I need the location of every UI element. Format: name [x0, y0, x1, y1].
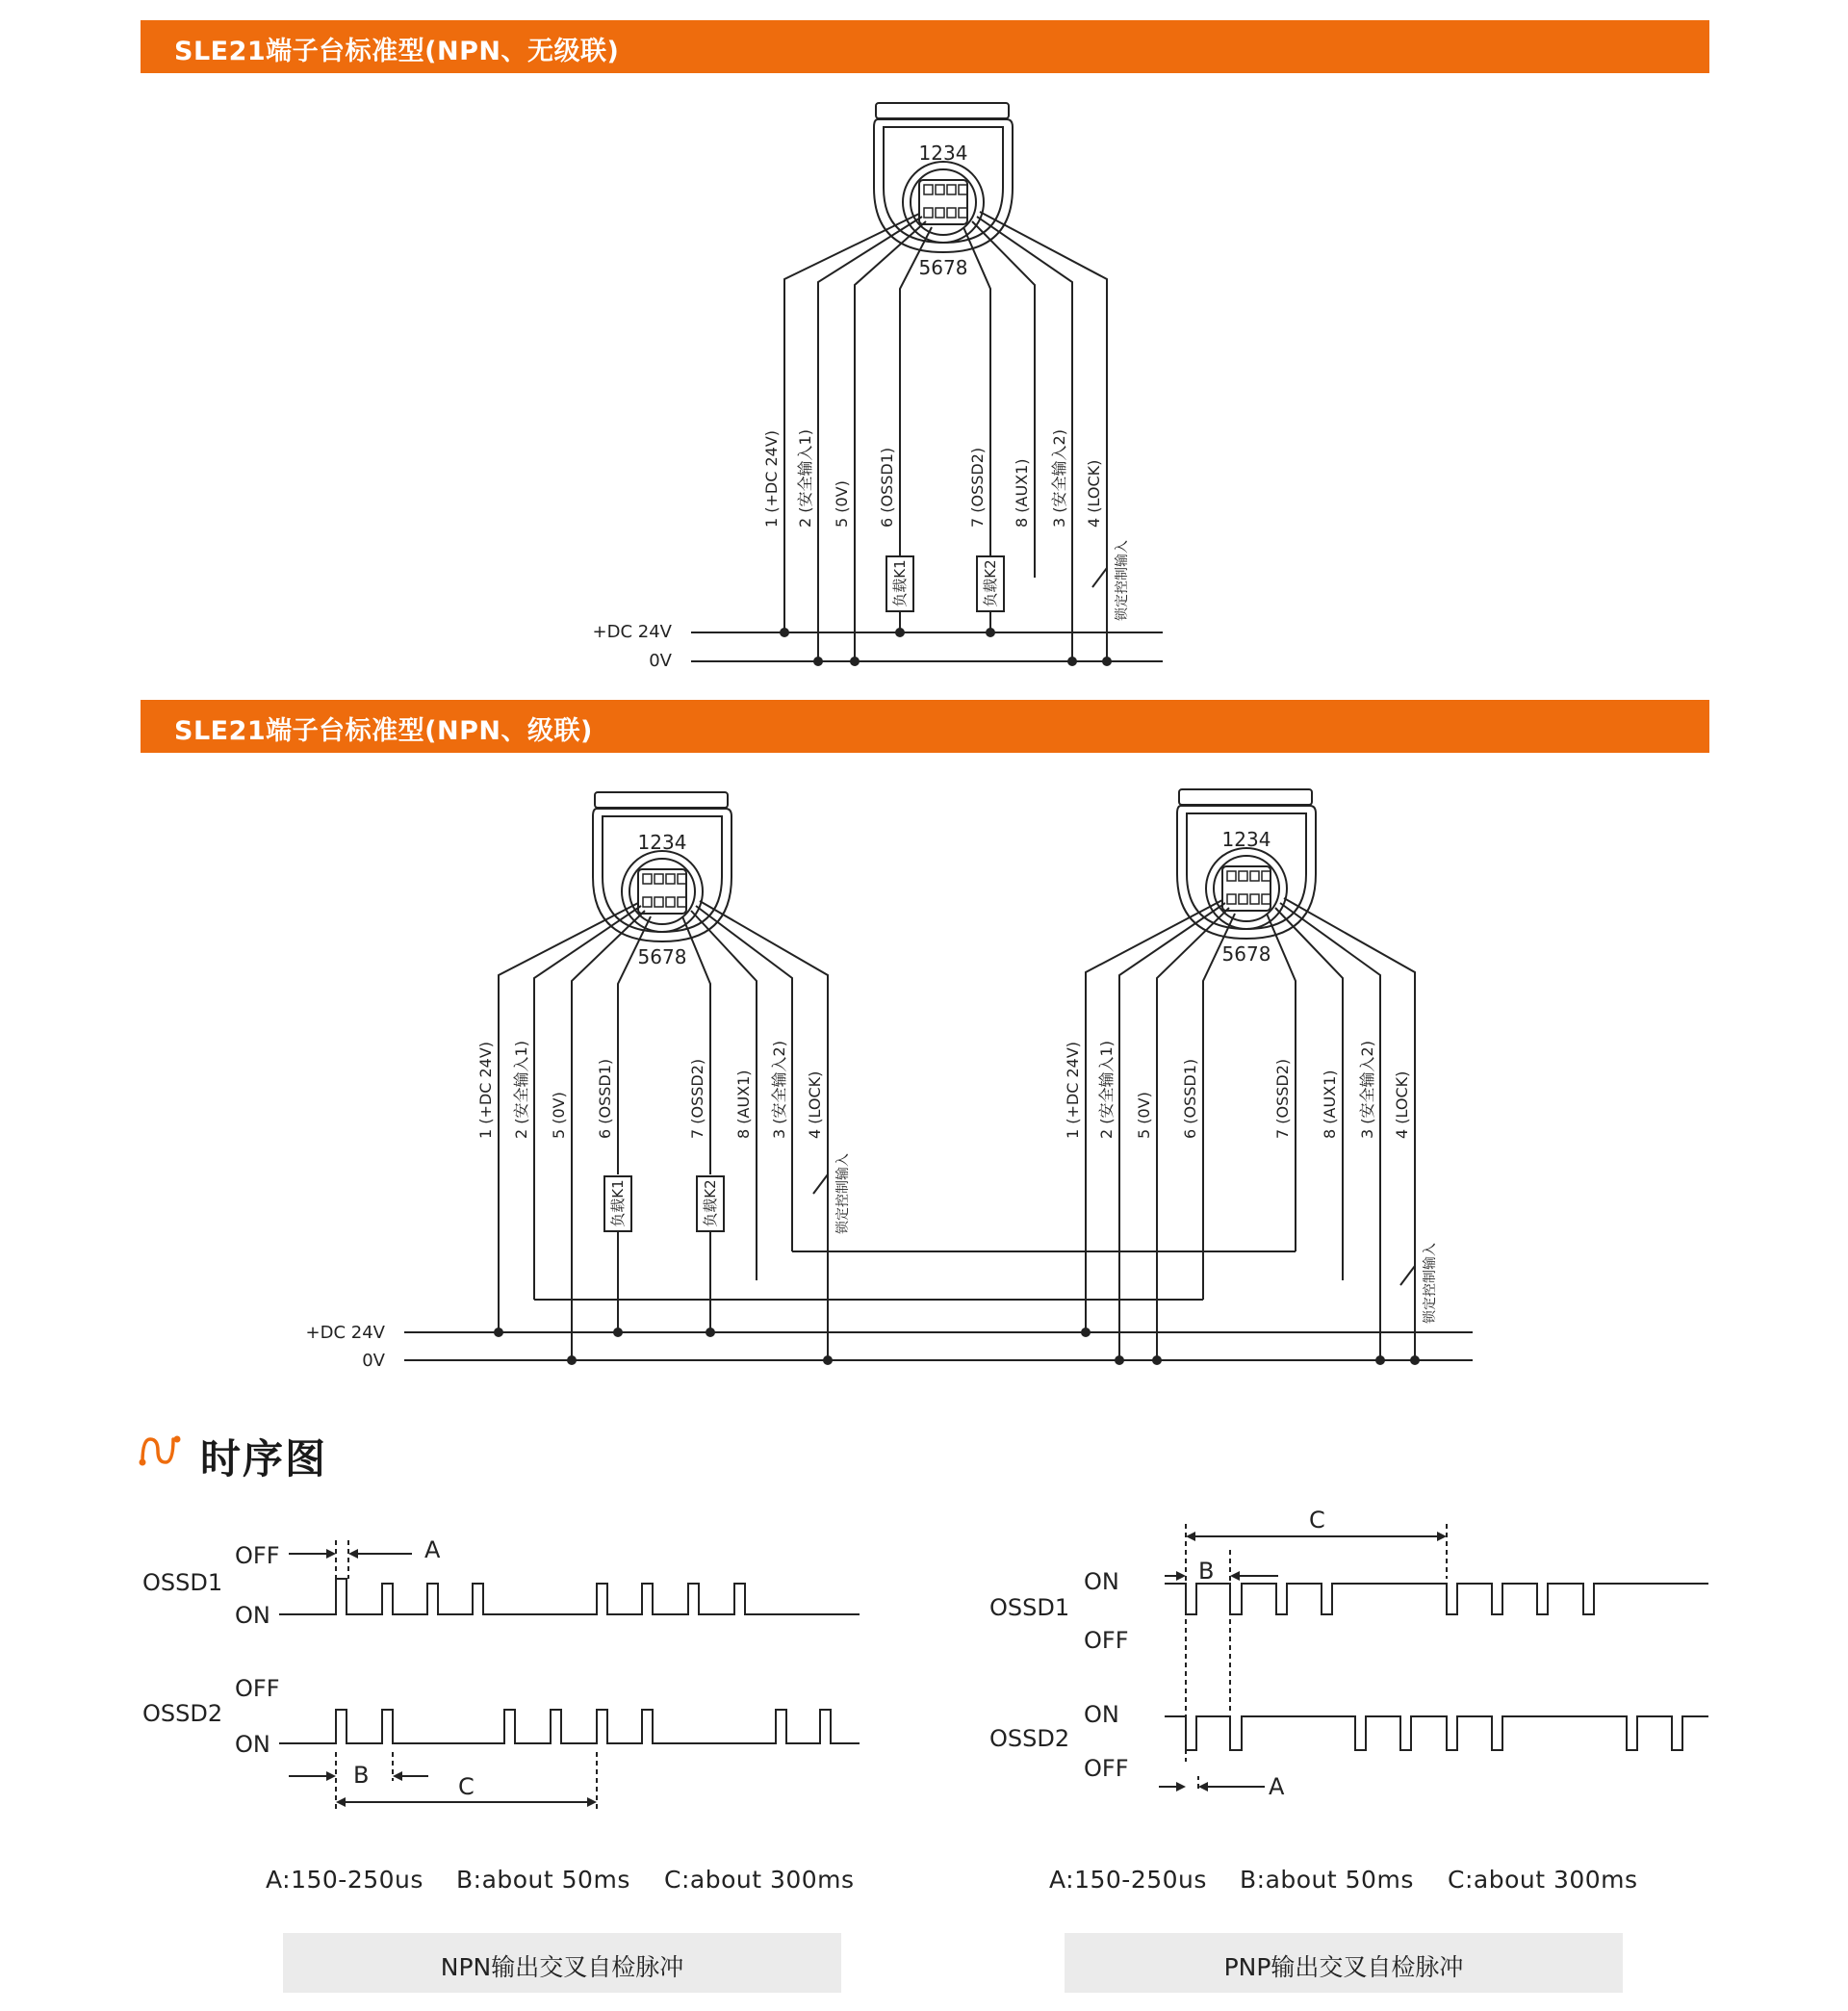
pnp-ossd1-on: ON — [1084, 1568, 1119, 1595]
pnp-legend-a: A:150-250us — [1049, 1866, 1207, 1894]
wire-b-label-5: 5 (0V) — [1135, 1092, 1153, 1139]
npn-dim-c: C — [458, 1773, 475, 1800]
wire-label-7: 7 (OSSD2) — [968, 447, 987, 528]
load-k2-label-cascade: 负载K2 — [702, 1179, 719, 1227]
rail-zero-label-cascade: 0V — [362, 1351, 385, 1371]
npn-ossd1-on: ON — [235, 1602, 270, 1629]
wire-a-label-1: 1 (+DC 24V) — [476, 1041, 495, 1139]
npn-ossd2-label: OSSD2 — [142, 1700, 223, 1727]
connector-icon — [1177, 789, 1316, 939]
rail-zero-label: 0V — [649, 651, 672, 671]
pnp-ossd2-label: OSSD2 — [989, 1725, 1070, 1752]
wire-label-8: 8 (AUX1) — [1013, 458, 1031, 528]
pnp-dim-c: C — [1309, 1507, 1325, 1534]
wire-a-label-4: 4 (LOCK) — [806, 1070, 824, 1139]
wire-b-label-1: 1 (+DC 24V) — [1064, 1041, 1082, 1139]
connector-bottom-pins: 5678 — [918, 256, 968, 279]
wire-b-label-8: 8 (AUX1) — [1321, 1070, 1339, 1139]
connector-a-bottom-pins: 5678 — [637, 945, 687, 968]
lock-input-label-a: 锁定控制输入 — [835, 1153, 851, 1234]
wire-a-label-5: 5 (0V) — [550, 1092, 568, 1139]
connector-icon — [593, 792, 732, 941]
wire-b-label-4: 4 (LOCK) — [1393, 1070, 1411, 1139]
lock-input-label-b: 锁定控制输入 — [1423, 1243, 1438, 1324]
timing-section-title: 时序图 — [200, 1435, 328, 1482]
load-k1-label-cascade: 负载K1 — [609, 1179, 627, 1227]
pnp-ossd2-on: ON — [1084, 1701, 1119, 1728]
pnp-ossd2-off: OFF — [1084, 1755, 1129, 1782]
pnp-dim-a: A — [1269, 1773, 1285, 1800]
wire-label-4: 4 (LOCK) — [1085, 459, 1103, 528]
wire-a-label-7: 7 (OSSD2) — [688, 1058, 706, 1139]
npn-dim-a: A — [424, 1536, 441, 1563]
npn-legend-b: B:about 50ms — [456, 1866, 630, 1894]
wire-label-6: 6 (OSSD1) — [878, 447, 896, 528]
pnp-dim-b: B — [1198, 1558, 1215, 1585]
npn-ossd2-on: ON — [235, 1731, 270, 1758]
wire-label-1: 1 (+DC 24V) — [762, 429, 781, 528]
wire-label-3: 3 (安全输入2) — [1050, 429, 1068, 528]
rail-plus-label: +DC 24V — [592, 622, 672, 642]
rail-plus-label-cascade: +DC 24V — [305, 1323, 385, 1343]
load-k1-label: 负载K1 — [891, 559, 909, 607]
section-title-wiring-1: SLE21端子台标准型(NPN、无级联) — [174, 37, 620, 66]
connector-b-bottom-pins: 5678 — [1221, 942, 1271, 966]
pnp-caption-box — [1065, 1933, 1623, 1993]
npn-dim-b: B — [353, 1762, 370, 1789]
pnp-caption: PNP输出交叉自检脉冲 — [1223, 1953, 1464, 1981]
npn-ossd1-label: OSSD1 — [142, 1569, 223, 1596]
pnp-timing-diagram — [1159, 1524, 1708, 1789]
section-title-wiring-2: SLE21端子台标准型(NPN、级联) — [174, 716, 593, 746]
pnp-ossd1-off: OFF — [1084, 1627, 1129, 1654]
wire-b-label-7: 7 (OSSD2) — [1273, 1058, 1292, 1139]
wire-a-label-6: 6 (OSSD1) — [596, 1058, 614, 1139]
load-k2-label: 负载K2 — [982, 559, 999, 607]
npn-caption: NPN输出交叉自检脉冲 — [440, 1953, 684, 1981]
npn-ossd2-off: OFF — [235, 1675, 280, 1702]
lock-input-label: 锁定控制输入 — [1115, 540, 1130, 621]
wire-b-label-2: 2 (安全输入1) — [1097, 1041, 1116, 1139]
wire-label-5: 5 (0V) — [833, 480, 851, 528]
wire-b-label-6: 6 (OSSD1) — [1181, 1058, 1199, 1139]
npn-caption-box — [283, 1933, 841, 1993]
npn-ossd1-off: OFF — [235, 1542, 280, 1569]
connector-top-pins: 1234 — [918, 142, 968, 165]
wire-label-2: 2 (安全输入1) — [796, 429, 814, 528]
npn-timing-diagram — [279, 1540, 860, 1810]
timing-wave-icon — [139, 1433, 183, 1468]
pnp-ossd1-label: OSSD1 — [989, 1594, 1070, 1621]
connector-b-top-pins: 1234 — [1221, 828, 1271, 851]
pnp-legend-c: C:about 300ms — [1448, 1866, 1638, 1894]
npn-legend-a: A:150-250us — [266, 1866, 424, 1894]
wire-a-label-8: 8 (AUX1) — [734, 1070, 753, 1139]
pnp-legend-b: B:about 50ms — [1240, 1866, 1414, 1894]
wire-a-label-3: 3 (安全输入2) — [770, 1041, 788, 1139]
wire-a-label-2: 2 (安全输入1) — [512, 1041, 530, 1139]
connector-a-top-pins: 1234 — [637, 831, 687, 854]
wire-b-label-3: 3 (安全输入2) — [1358, 1041, 1376, 1139]
npn-legend-c: C:about 300ms — [664, 1866, 855, 1894]
